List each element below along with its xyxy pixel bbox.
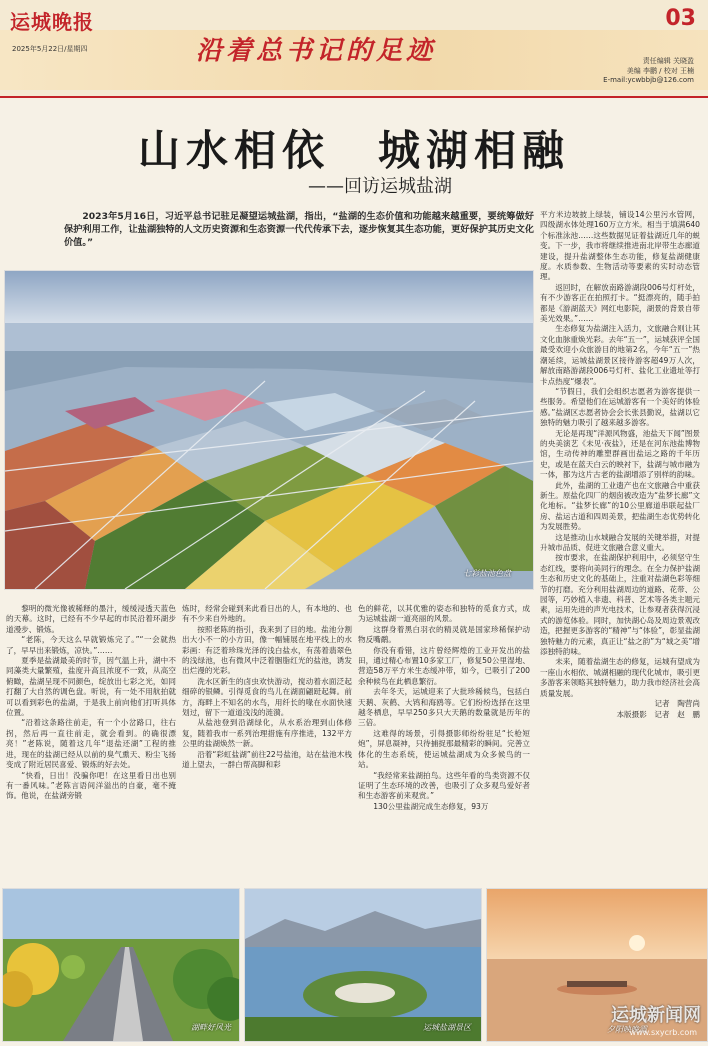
photo-credit: 本版摄影 记者 赵 鹏 [616,709,700,719]
photo-lakeside-road [2,888,240,1042]
photo1-caption: 湖畔好风光 [191,1023,231,1032]
intro-paragraph [64,210,534,249]
paragraph: 未来，随着盐湖生态的修复，运城有望成为一座山水相依、城湖相融的现代化城市，吸引更多游客来领略其独特魅力，助力我市经济社会高质量发展。 [540,657,700,698]
paragraph: “老陈，今天这么早就锻炼完了。”“一会就热了，早早出来锻炼，凉快。”…… [6,635,176,655]
paragraph: 这群身着黑白羽衣的精灵就是国家珍稀保护动物反嘴鹬。 [358,624,530,645]
salt-lake-aerial-image [5,271,533,589]
paper-name: 运城晚报 [10,10,94,34]
editor-credit: 责任编辑 关晓盈 [642,57,694,65]
paragraph: 炼时，经常会碰到来此看日出的人，有本地的、也有不少来自外地的。 [182,604,352,624]
paragraph: “我经常来盐湖拍鸟。这些年看的鸟类资源不仅证明了生态环境的改善，也吸引了众多观鸟爱好者和生态游客前来观赏。” [358,770,530,801]
paragraph: 你没有看错，这片曾经辉煌的工业开发出的盐田，通过精心布置10多家工厂，修复50公里湿地、营造58万平方米生态缓冲带，如今，已吸引了200余种候鸟在此栖息繁衍。 [358,645,530,686]
intro-text: 2023年5月16日，习近平总书记驻足凝望运城盐湖，指出，“盐湖的生态价值和功能越来越重要，要统筹做好保护利用工作，让盐湖独特的人文历史资源和生态资源一代代传承下去，逐步恢复其生态功能，更好保护其历史文化价值。” [64,211,534,248]
main-photo-caption: 七彩盐池色盘 [463,569,511,578]
paper-date: 2025年5月22日/星期四 [12,45,88,53]
photo2-caption: 运城盐湖景区 [423,1023,471,1032]
paragraph: 130公里盐湖完成生态修复，93万 [373,801,489,811]
paragraph: 这是推动山水城融合发展的关键举措，对提升城市品质、促进文旅融合意义重大。 [540,532,700,552]
paragraph: 平方米边坡披上绿装，铺设14公里污水管网，四级湖水体处理160万立方米。相当于填满640个标准泳池……这些数据见证着盐湖近几年的蜕变。下一步，我市将继续推进南北岸带生态廊道建设，提升盐湖整体生态功能，修复盐湖健康度。水质参数、生物活动等要素的实时动态管理。 [540,210,700,282]
column-title: 沿着总书记的足迹 [196,36,437,66]
paragraph: 无论是再现“洋源风物盛，池盐天下闻”图景的央美演艺《未见·夜盐》，还是在河东池盐博物馆，生动传神的雕塑群画出盐运之路的千年历史，或是在蓝天白云的映衬下，盐湖与城市融为一体，都为这片古老的盐湖增添了别样的韵味。 [540,428,700,480]
body-column-3 [358,604,530,862]
header-rule [0,96,708,98]
photo-scenic-area [244,888,482,1042]
photo3-caption: 夕阳映晚霞 [607,1025,647,1034]
subheadline: ——回访运城盐湖 [308,176,452,197]
paragraph: 洗水区新生的卤虫欢快游动，搅动着水面泛起细碎的银鳞。引得觅食的鸟儿在湖面翩跹起舞。前方，海畔上不知名的水鸟，用纤长的喙在水面快速划过，留下一道道浅浅的涟漪。 [182,676,352,718]
paragraph: 这难得的场景，引得摄影师纷纷驻足“长枪短炮”，屏息凝神，只待捕捉那最精彩的瞬间。完善立体化的生态系统，使运城盐湖成为众多候鸟的一站。 [358,728,530,770]
paragraph: 夏季是盐湖最美的时节，因气温上升，湖中不同藻类大量繁殖，盐度升高且浓度不一致，从高空俯瞰，盐湖呈现不同颜色，绽放出七彩之光，如同打翻了大自然的调色盘。听说，有一处不用航拍就可以看到彩色的盐湖，于是我上前向他们打听具体位置。 [6,656,176,718]
designer-credit: 美编 李鹏 / 校对 王楠 [626,67,694,75]
paragraph: 沿着“彩虹盐湖”前往22号盐池，站在盐池木栈道上望去，一群白帮高脚和彩 [182,749,352,770]
byline: 记者 陶营尚 [654,699,700,709]
paragraph: 按市要求，在盐湖保护利用中，必须坚守生态红线，要将向美同行的理念。在全力保护盐湖生态和历史文化的基础上，注重对盐湖色彩等细节的打磨。充分利用盐湖周边的道路、花带、公园等，巧妙植入非遗、科普、艺术等各类主题元素，运用先进的声光电技术，让参观者获得沉浸式的游览体验。同时，加快湖心岛及周边景观改造，把握更多游客的“精神”与“体验”，彰显盐湖独特魅力的元素，真正让“盐之韵”为“城之美”增添独特韵味。 [540,553,700,657]
paragraph: 此外，盐湖的工业遗产也在文旅融合中重获新生。原盐化四厂的烟囱被改造为“盐梦长廊”文化地标。“盐梦长廊”的10公里廊道串联起盐厂房、盐运古道和四周美景，把盐湖生态优势转化为发展胜势。 [540,480,700,532]
headline: 山水相依 城湖相融 [137,126,570,175]
paragraph: 色的鲜花，以其优雅的姿态和独特的觅食方式，成为运城盐湖一道亮丽的风景。 [358,604,530,624]
lakeside-road-image [3,889,239,1041]
watermark-url: www.sxycrb.com [629,1028,697,1037]
body-column-2 [182,604,352,862]
paragraph: “沿着这条路往前走，有一个小岔路口，往右拐，然后再一直往前走，就会看到。的确很漂亮！”老陈说，随着这几年“退盐还湖”工程的推进，现在的盐湖已经从以前的臭气熏天、粉尘飞扬变成了附近居民喜爱、锻炼的好去处。 [6,718,176,770]
paragraph: “节假日，我们会组织志愿者为游客提供一些服务。希望他们在运城游客有一个美好的体验感。”盐湖区志愿者协会会长张县勤说，盐湖以它独特的魅力吸引了越来越多游客。 [540,386,700,428]
paragraph: 从盐池登到沿湖绿化，从水系治理到山体修复，随着我市一系列治理措施有序推进，132平方公里的盐湖焕然一新。 [182,718,352,749]
watermark-logo: 运城新闻网 [611,1005,701,1026]
paragraph: 去年冬天，运城迎来了大批珍稀候鸟，包括白天鹅、灰鹤、大鸨和海鸥等。它们纷纷选择在这里越冬栖息，早早250多只大天鹅的数量就是历年的三倍。 [358,687,530,728]
paragraph: 返回时，在解放南路游湖段006号灯杆处，有不少游客正在拍照打卡。“挺漂亮的，随手拍都是《游湖蓝天》网红电影院，湖景的背景自带美光效果。”…… [540,282,700,324]
photo-sunset [486,888,708,1042]
paragraph: 黎明的微光像被稀释的墨汁，缓缓浸透天蓝色的天幕。这时，已经有不少早起的市民沿着环湖步道漫步、锻炼。 [6,604,176,634]
scenic-area-image [245,889,481,1041]
main-photo [4,270,534,590]
email-credit: E-mail:ycwbbjb@126.com [603,76,694,84]
body-column-1 [6,604,176,862]
page-number: 03 [665,6,696,31]
paragraph: 生态修复为盐湖注入活力，文旅融合则让其文化血脉重焕光彩。去年“五一”，运城获评全国最受欢迎小众旅游目的地第2名，今年“五一”热潮延续，运城盐湖景区接待游客超49万人次，解放南路游湖段006号灯杆、盐化工业遗址等打卡点热度“爆表”。 [540,324,700,386]
paragraph: “快看，日出！没骗你吧！在这里看日出也别有一番风味。”老陈言语间洋溢出的自豪，毫不掩饰。他说，在盐湖旁锻 [6,770,176,801]
paragraph: 按照老陈的指引，我来到了目的地。盐池分割出大小不一的小方田，像一幅铺展在地平线上的水彩画：有泛着珍珠光泽的浅白盐水，有荡着翡翠色的浅绿池，也有微风中泛着胭脂红光的盐池，诱发出烂漫的光彩。 [182,624,352,676]
